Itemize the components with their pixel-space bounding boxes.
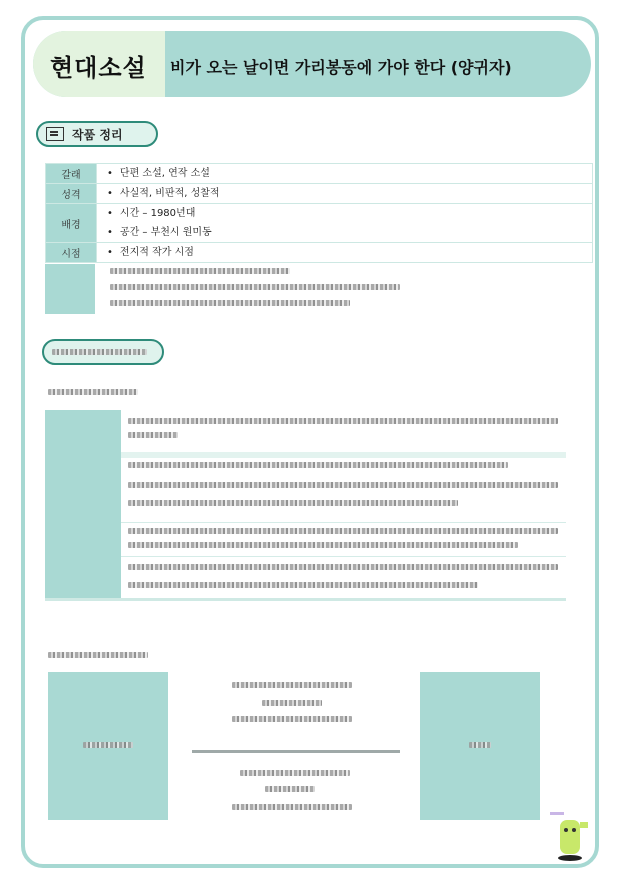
info-value: • 시간 – 1980년대 <box>107 204 592 223</box>
obscured-text <box>48 389 138 395</box>
mascot-icon <box>545 800 595 865</box>
info-label: 갈래 <box>46 164 97 184</box>
section-badge-work-summary <box>36 121 158 147</box>
work-title: 비가 오는 날이면 가리봉동에 가야 한다 (양귀자) <box>170 58 512 77</box>
info-row-character <box>46 184 593 204</box>
obscured-label-cell <box>45 556 121 598</box>
work-info-table <box>45 163 593 263</box>
section-badge-obscured <box>42 339 164 365</box>
diagram-box-right <box>420 672 540 820</box>
obscured-label-cell <box>45 264 95 314</box>
obscured-label-cell <box>45 452 121 522</box>
genre-label: 현대소설 <box>50 54 147 82</box>
info-label: 시점 <box>46 243 97 263</box>
section-badge-label: 작품 정리 <box>72 127 123 142</box>
diagram-box-left <box>48 672 168 820</box>
info-row-genre <box>46 164 593 184</box>
obscured-label-cell <box>45 410 121 452</box>
memo-icon <box>46 127 64 141</box>
obscured-text <box>110 268 290 274</box>
diagram-divider <box>192 750 400 753</box>
info-value: • 단편 소설, 연작 소설 <box>107 164 592 183</box>
info-value: • 사실적, 비판적, 성찰적 <box>107 184 592 203</box>
obscured-text <box>110 284 400 290</box>
info-label: 배경 <box>46 204 97 243</box>
obscured-text <box>110 300 350 306</box>
info-value: • 전지적 작가 시점 <box>107 243 592 262</box>
info-row-viewpoint <box>46 243 593 263</box>
info-value: • 공간 – 부천시 원미동 <box>107 223 592 242</box>
obscured-label-cell <box>45 522 121 556</box>
info-label: 성격 <box>46 184 97 204</box>
obscured-text <box>52 349 147 355</box>
info-row-setting <box>46 204 593 243</box>
